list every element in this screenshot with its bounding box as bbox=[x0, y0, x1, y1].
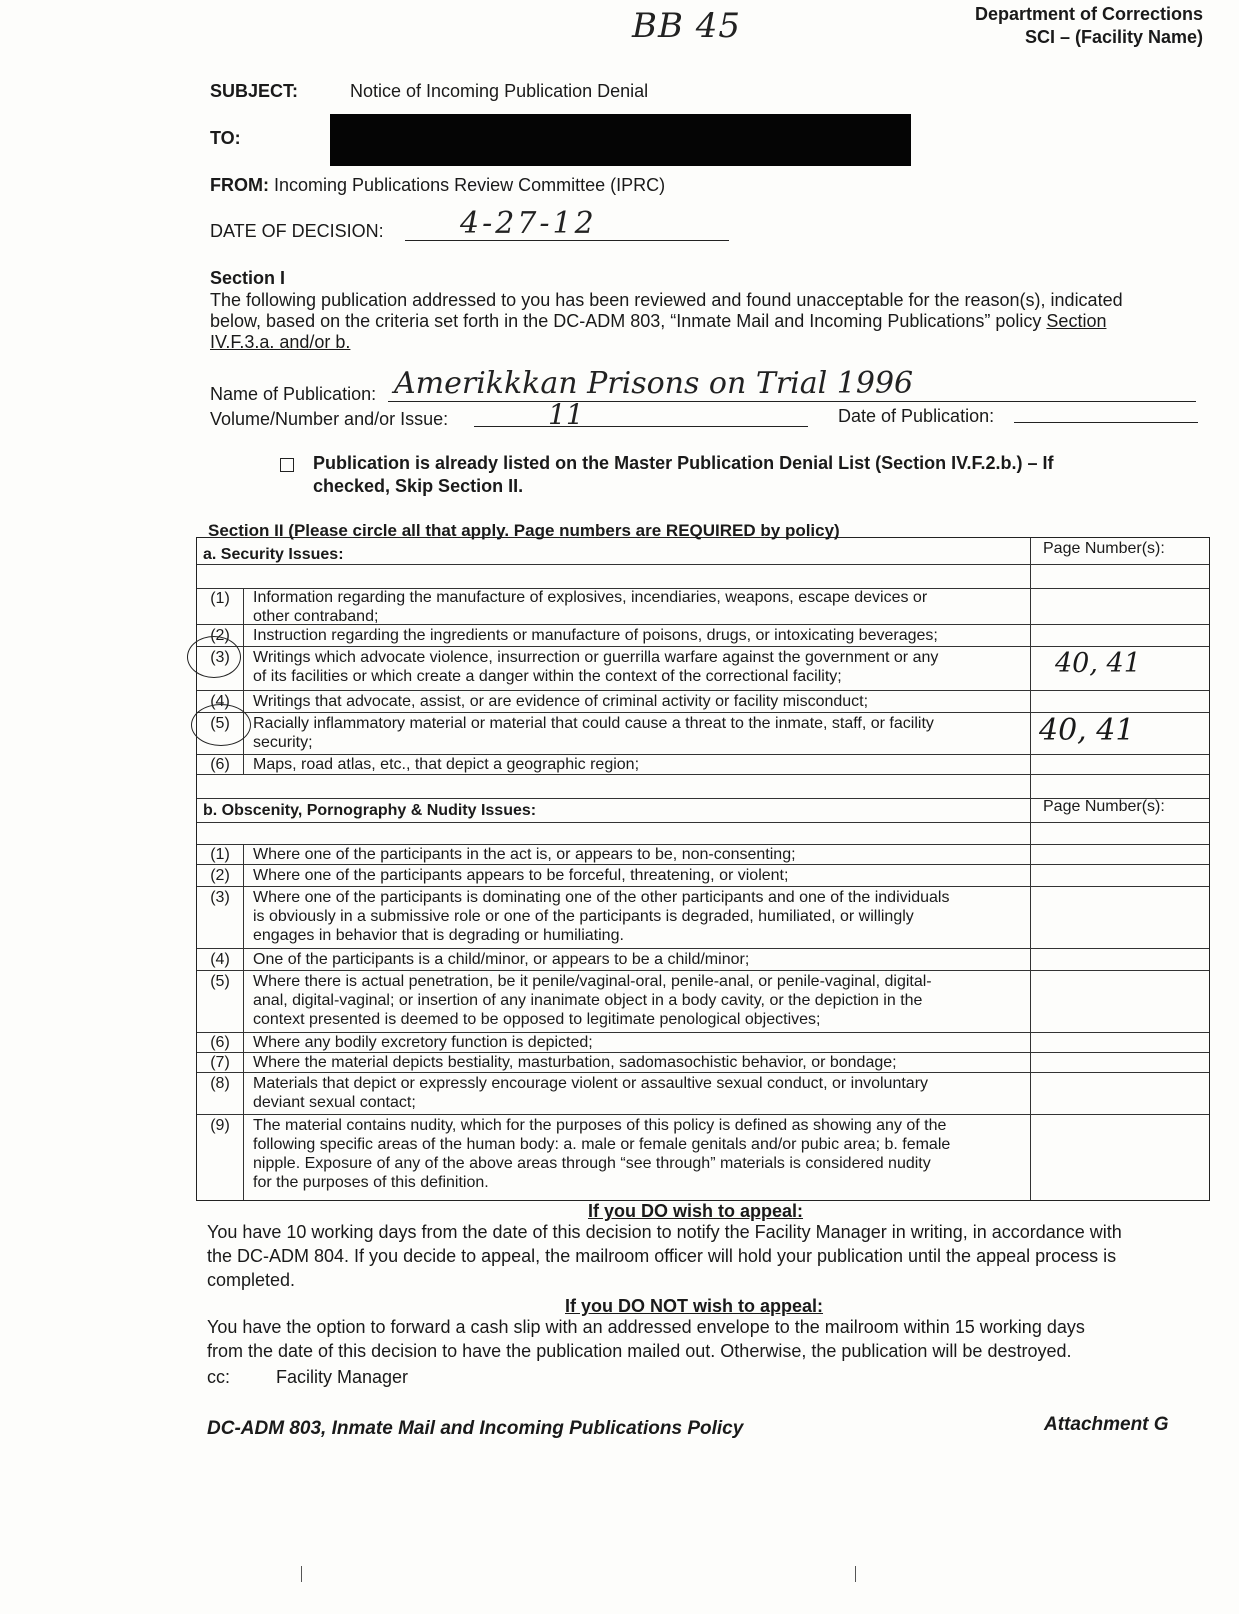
security-item-text: Information regarding the manufacture of explosives, incendiaries, weapons, escape devices or other contraband; bbox=[253, 589, 928, 625]
subject-label: SUBJECT: bbox=[210, 81, 299, 101]
obscenity-item-number: (5) bbox=[210, 973, 230, 990]
section2-title: Section II (Please circle all that apply. Page numbers are REQUIRED by policy) bbox=[208, 521, 840, 540]
obscenity-item-number: (2) bbox=[210, 867, 230, 884]
security-item-text: Writings that advocate, assist, or are evidence of criminal activity or facility misconduct; bbox=[253, 693, 869, 710]
footer-attachment: Attachment G bbox=[1044, 1414, 1169, 1435]
row-line bbox=[197, 886, 1209, 887]
row-line bbox=[197, 970, 1209, 971]
obscenity-item-text: One of the participants is a child/minor, or appears to be a child/minor; bbox=[253, 951, 750, 968]
date-label: DATE OF DECISION: bbox=[210, 221, 384, 241]
obscenity-item-number: (6) bbox=[210, 1034, 230, 1051]
volume-label: Volume/Number and/or Issue: bbox=[210, 409, 449, 429]
security-item-number: (1) bbox=[210, 590, 230, 607]
page-column-divider bbox=[1030, 538, 1031, 1200]
security-item-number: (2) bbox=[210, 627, 230, 644]
security-item-number: (4) bbox=[210, 693, 230, 710]
obscenity-item-number: (3) bbox=[210, 889, 230, 906]
subject-text: Notice of Incoming Publication Denial bbox=[350, 81, 649, 101]
footer-policy: DC-ADM 803, Inmate Mail and Incoming Publications Policy bbox=[207, 1418, 744, 1439]
num-column-divider-b bbox=[243, 844, 244, 1200]
obscenity-item-text: Where one of the participants is dominating one of the other participants and one of the individuals is obviously in a submissive role or one of the participants is degraded, humiliated, or willingly engages in behavior that is degrading or humiliating. bbox=[253, 889, 950, 944]
row-line bbox=[197, 774, 1209, 775]
obscenity-item-text: Where any bodily excretory function is depicted; bbox=[253, 1034, 593, 1051]
circled-item-5 bbox=[191, 704, 251, 746]
master-list-text: Publication is already listed on the Master Publication Denial List (Section IV.F.2.b.) – If checked, Skip Section II. bbox=[313, 453, 1054, 496]
section1-body bbox=[210, 290, 1210, 353]
cc-label: cc: bbox=[207, 1367, 231, 1387]
security-item-text: Racially inflammatory material or material that could cause a threat to the inmate, staff, or facility security; bbox=[253, 715, 934, 751]
obscenity-item-text: Where one of the participants in the act is, or appears to be, non-consenting; bbox=[253, 846, 796, 863]
security-item-number: (5) bbox=[210, 715, 230, 732]
publication-date-label: Date of Publication: bbox=[838, 406, 995, 426]
security-item-number: (3) bbox=[210, 649, 230, 666]
cc-value: Facility Manager bbox=[276, 1367, 409, 1387]
appeal-title: If you DO wish to appeal: bbox=[588, 1201, 804, 1221]
obscenity-item-text: Where one of the participants appears to be forceful, threatening, or violent; bbox=[253, 867, 789, 884]
master-list-checkbox[interactable] bbox=[280, 458, 294, 472]
row-line bbox=[197, 690, 1209, 691]
obscenity-issues-header: b. Obscenity, Pornography & Nudity Issues: bbox=[203, 802, 537, 819]
department-name: Department of Corrections bbox=[974, 4, 1203, 24]
row-line bbox=[197, 822, 1209, 823]
obscenity-item-text: Where there is actual penetration, be it penile/vaginal-oral, penile-anal, or penile-vaginal, digital- anal, digital-vaginal; or insertion of any inanimate object in a body cavity, or the depiction in the context presented is deemed to be opposed to legitimate penological objectives; bbox=[253, 973, 932, 1028]
no-appeal-title: If you DO NOT wish to appeal: bbox=[565, 1296, 824, 1316]
publication-name-label: Name of Publication: bbox=[210, 384, 377, 404]
security-item-text: Instruction regarding the ingredients or manufacture of poisons, drugs, or intoxicating beverages; bbox=[253, 627, 938, 644]
security-item-number: (6) bbox=[210, 756, 230, 773]
scan-mark bbox=[855, 1566, 862, 1582]
redaction-bar bbox=[330, 114, 911, 166]
obscenity-item-text: Materials that depict or expressly encourage violent or assaultive sexual conduct, or involuntary deviant sexual contact; bbox=[253, 1075, 929, 1111]
security-item-pages: 40, 41 bbox=[1039, 713, 1135, 748]
from-row bbox=[210, 175, 665, 196]
obscenity-item-number: (8) bbox=[210, 1075, 230, 1092]
section2-table bbox=[196, 537, 1210, 1201]
from-text: Incoming Publications Review Committee (IPRC) bbox=[274, 175, 666, 195]
no-appeal-text: You have the option to forward a cash slip with an addressed envelope to the mailroom within 15 working days from the date of this decision to have the publication mailed out. Otherwise, the publication will be destroyed. bbox=[207, 1317, 1085, 1361]
obscenity-item-number: (7) bbox=[210, 1054, 230, 1071]
from-label: FROM: bbox=[210, 175, 269, 195]
section1-title: Section I bbox=[210, 268, 286, 288]
section1-body-line2: below, based on the criteria set forth in the DC-ADM 803, “Inmate Mail and Incoming Publications” policy Section bbox=[210, 311, 1107, 331]
obscenity-item-text: The material contains nudity, which for the purposes of this policy is defined as showing any of the following specific areas of the human body: a. male or female genitals and/or pubic area; b. female nipple. Exposure of any of the above areas through “see through” materials is considered nudity for the purposes of this definition. bbox=[253, 1117, 951, 1191]
facility-name: SCI – (Facility Name) bbox=[1024, 27, 1203, 47]
security-item-text: Maps, road atlas, etc., that depict a geographic region; bbox=[253, 756, 640, 773]
security-item-text: Writings which advocate violence, insurrection or guerrilla warfare against the government or any of its facilities or which create a danger within the context of the correctional facility; bbox=[253, 649, 939, 685]
row-line bbox=[197, 1114, 1209, 1115]
volume-value: 11 bbox=[548, 398, 584, 431]
circled-item-3 bbox=[187, 636, 241, 678]
row-line bbox=[197, 564, 1209, 565]
scan-mark bbox=[301, 1566, 308, 1582]
obscenity-page-numbers-header: Page Number(s): bbox=[1043, 798, 1165, 815]
row-line bbox=[197, 1072, 1209, 1073]
page-numbers-header: Page Number(s): bbox=[1043, 540, 1165, 557]
num-column-divider-a bbox=[243, 588, 244, 774]
obscenity-item-number: (1) bbox=[210, 846, 230, 863]
volume-line bbox=[474, 426, 808, 427]
section-ref-continued: IV.F.3.a. and/or b. bbox=[210, 332, 351, 352]
row-line bbox=[197, 646, 1209, 647]
to-label: TO: bbox=[210, 128, 241, 148]
row-line bbox=[197, 864, 1209, 865]
obscenity-item-number: (9) bbox=[210, 1117, 230, 1134]
section-ref: Section bbox=[1046, 311, 1107, 331]
row-line bbox=[197, 948, 1209, 949]
publication-name-line bbox=[388, 401, 1196, 402]
security-issues-header: a. Security Issues: bbox=[203, 546, 344, 563]
publication-name-value: Amerikkkan Prisons on Trial 1996 bbox=[394, 366, 914, 401]
section1-body-line1: The following publication addressed to you has been reviewed and found unacceptable for the reason(s), indicated bbox=[210, 290, 1123, 310]
handwritten-header: BB 45 bbox=[632, 6, 742, 46]
publication-date-line bbox=[1014, 422, 1198, 423]
obscenity-item-text: Where the material depicts bestiality, masturbation, sadomasochistic behavior, or bondage; bbox=[253, 1054, 897, 1071]
obscenity-item-number: (4) bbox=[210, 951, 230, 968]
appeal-text: You have 10 working days from the date of this decision to notify the Facility Manager in writing, in accordance with the DC-ADM 804. If you decide to appeal, the mailroom officer will hold your publication until the appeal process is completed. bbox=[207, 1222, 1122, 1290]
date-value: 4-27-12 bbox=[460, 206, 597, 241]
security-item-pages: 40, 41 bbox=[1055, 648, 1141, 679]
